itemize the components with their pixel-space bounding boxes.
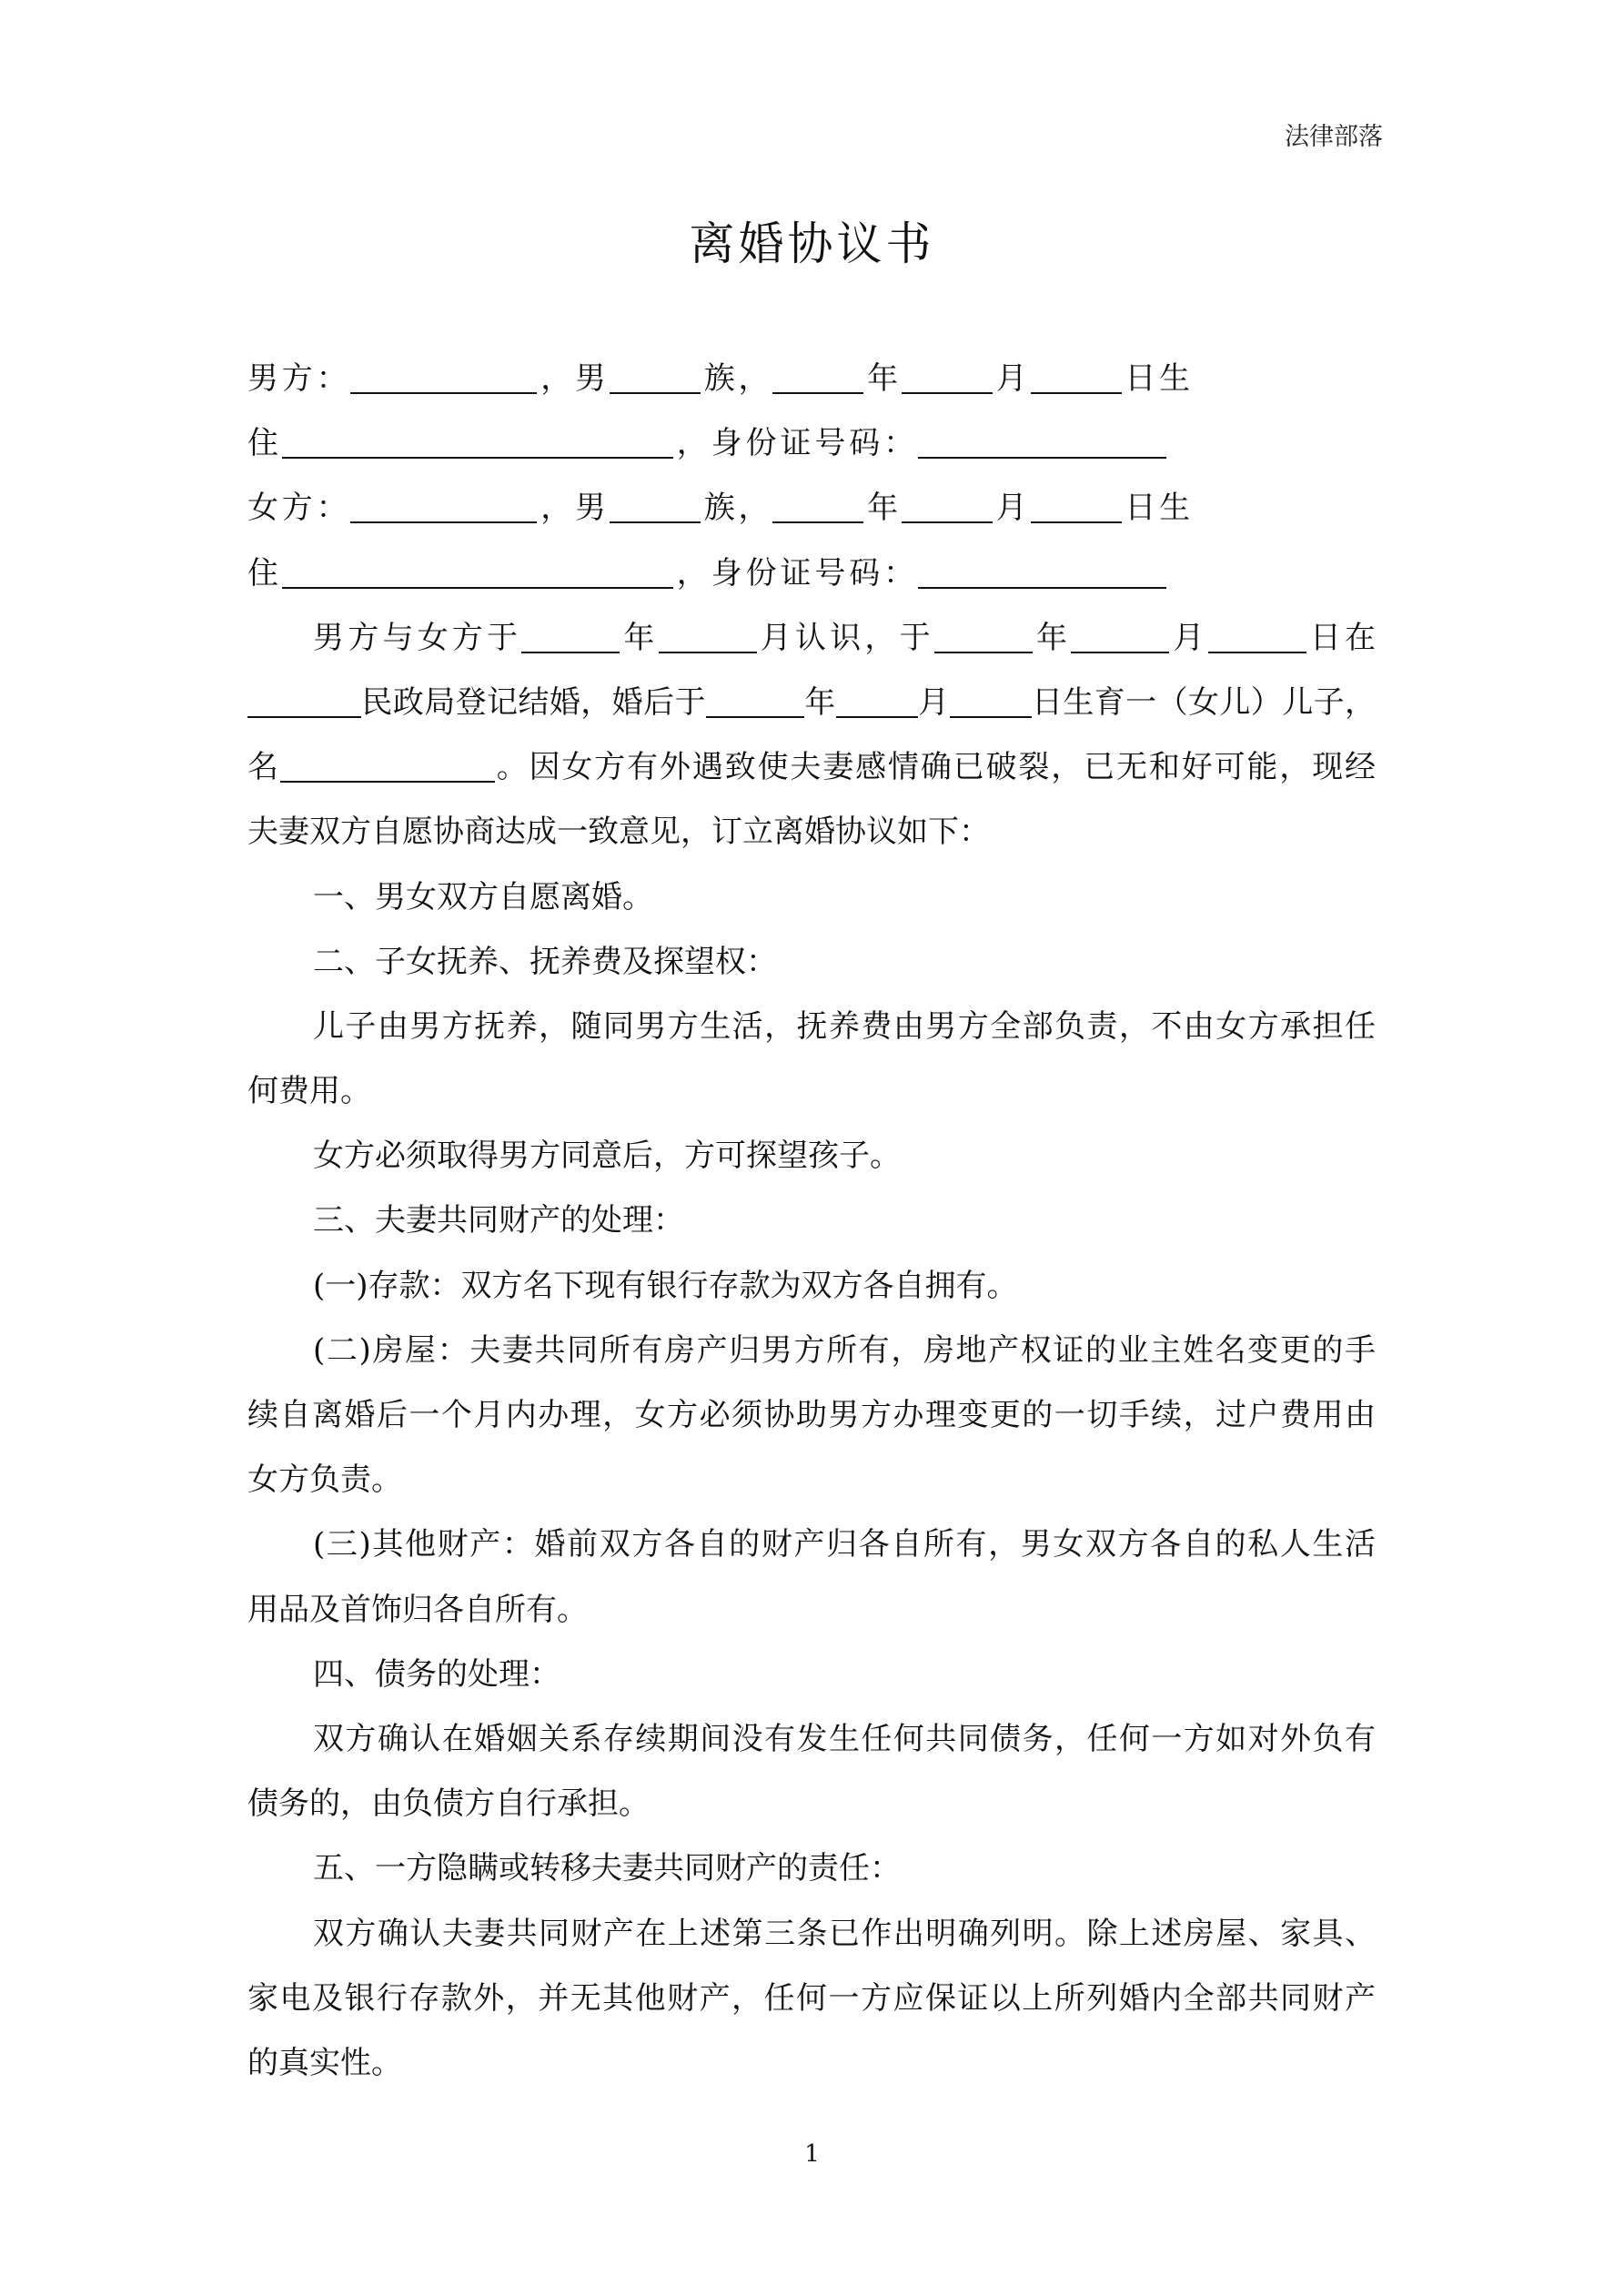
clause-line: 三、夫妻共同财产的处理：: [313, 1202, 684, 1239]
intro-text: 年: [803, 683, 836, 721]
male-birth-year-blank[interactable]: [772, 361, 863, 394]
male-birth-day-blank[interactable]: [1031, 361, 1122, 394]
female-party-line: [247, 480, 1376, 545]
clause-line: 用品及首饰归各自所有。: [247, 1591, 588, 1628]
born-label: 日生: [1121, 490, 1194, 527]
clause-line: 双方确认夫妻共同财产在上述第三条已作出明确列明。除上述房屋、家具、: [313, 1915, 1376, 1952]
clause-line: 续自离婚后一个月内办理，女方必须协助男方办理变更的一切手续，过户费用由: [247, 1397, 1376, 1433]
year-label: 年: [863, 360, 902, 397]
clause-line: (一)存款：双方名下现有银行存款为双方各自拥有。: [313, 1267, 1018, 1304]
female-ethnicity-blank[interactable]: [610, 491, 701, 523]
male-label: 男方：: [247, 360, 351, 397]
male-ethnicity-blank[interactable]: [610, 361, 701, 394]
intro-text: 男方与女方于: [313, 619, 522, 656]
meet-month-blank[interactable]: [659, 621, 757, 653]
birth-day-blank[interactable]: [950, 685, 1032, 718]
child-name-blank[interactable]: [280, 750, 495, 783]
header-tag: 法律部落: [1285, 123, 1383, 151]
bureau-blank[interactable]: [247, 685, 361, 718]
clause-line: 双方确认在婚姻关系存续期间没有发生任何共同债务，任何一方如对外负有: [313, 1720, 1376, 1757]
clause-line: 女方负责。: [247, 1462, 402, 1499]
clause-line: 一、男女双方自愿离婚。: [313, 878, 653, 915]
year-label: 年: [863, 490, 902, 527]
female-label: 女方：: [247, 490, 351, 527]
male-party-line: [247, 351, 1376, 416]
clause-line: 儿子由男方抚养，随同男方生活，抚养费由男方全部负责，不由女方承担任: [313, 1007, 1376, 1045]
address-label: 住: [247, 425, 282, 462]
ethnicity-label: 族，: [700, 360, 773, 397]
clause-line: 四、债务的处理：: [313, 1655, 560, 1693]
intro-text: 名: [247, 749, 280, 786]
intro-line-2: [247, 675, 1376, 740]
month-label: 月: [992, 360, 1031, 397]
birth-month-blank[interactable]: [836, 685, 918, 718]
intro-text: 民政局登记结婚，婚后于: [361, 683, 706, 721]
agreement-clauses: [247, 870, 1376, 2101]
clause-line: (二)房屋：夫妻共同所有房产归男方所有，房地产权证的业主姓名变更的手: [313, 1331, 1376, 1369]
marry-day-blank[interactable]: [1208, 621, 1306, 653]
intro-text: 月认识，于: [756, 619, 934, 656]
clause-line: 的真实性。: [247, 2044, 402, 2081]
birth-year-blank[interactable]: [706, 685, 804, 718]
intro-text: 年: [1032, 619, 1072, 656]
meet-year-blank[interactable]: [521, 621, 620, 653]
intro-line-3: [247, 740, 1376, 804]
document-body: [247, 351, 1376, 2100]
female-birth-month-blank[interactable]: [902, 491, 993, 523]
clause-line: 何费用。: [247, 1073, 371, 1110]
document-title: 离婚协议书: [689, 217, 935, 270]
male-birth-month-blank[interactable]: [902, 361, 993, 394]
intro-text: 月: [1169, 619, 1208, 656]
clause-line: 债务的，由负债方自行承担。: [247, 1785, 650, 1823]
intro-text: 年: [620, 619, 659, 656]
gender-label: ，男: [537, 490, 610, 527]
page-number: 1: [804, 2140, 820, 2168]
intro-line-1: [247, 611, 1376, 675]
male-address-line: [247, 416, 1376, 480]
id-label: ，身份证号码：: [672, 554, 919, 592]
clause-line: 二、子女抚养、抚养费及探望权：: [313, 943, 777, 980]
id-label: ，身份证号码：: [672, 425, 919, 462]
clause-line: 五、一方隐瞒或转移夫妻共同财产的责任：: [313, 1850, 901, 1887]
intro-line-4: 夫妻双方自愿协商达成一致意见，订立离婚协议如下：: [247, 814, 990, 851]
female-id-blank[interactable]: [918, 556, 1166, 589]
gender-label: ，男: [537, 360, 610, 397]
female-birth-day-blank[interactable]: [1031, 491, 1122, 523]
male-id-blank[interactable]: [918, 426, 1166, 459]
clause-line: 家电及银行存款外，并无其他财产，任何一方应保证以上所列婚内全部共同财产: [247, 1979, 1376, 2017]
male-address-blank[interactable]: [282, 426, 673, 459]
intro-text: 日生育一（女儿）儿子，: [1031, 683, 1377, 721]
clause-line: (三)其他财产：婚前双方各自的财产归各自所有，男女双方各自的私人生活: [313, 1526, 1376, 1563]
intro-text: 日在: [1306, 619, 1377, 656]
male-name-blank[interactable]: [350, 361, 537, 394]
address-label: 住: [247, 554, 282, 592]
clause-line: 女方必须取得男方同意后，方可探望孩子。: [313, 1138, 901, 1175]
month-label: 月: [992, 490, 1031, 527]
intro-text: 月: [917, 683, 950, 721]
ethnicity-label: 族，: [700, 490, 773, 527]
female-birth-year-blank[interactable]: [772, 491, 863, 523]
female-address-line: [247, 546, 1376, 611]
intro-text: 。因女方有外遇致使夫妻感情确已破裂，已无和好可能，现经: [494, 749, 1377, 786]
marry-year-blank[interactable]: [934, 621, 1033, 653]
marry-month-blank[interactable]: [1071, 621, 1169, 653]
female-name-blank[interactable]: [350, 491, 537, 523]
born-label: 日生: [1121, 360, 1194, 397]
female-address-blank[interactable]: [282, 556, 673, 589]
